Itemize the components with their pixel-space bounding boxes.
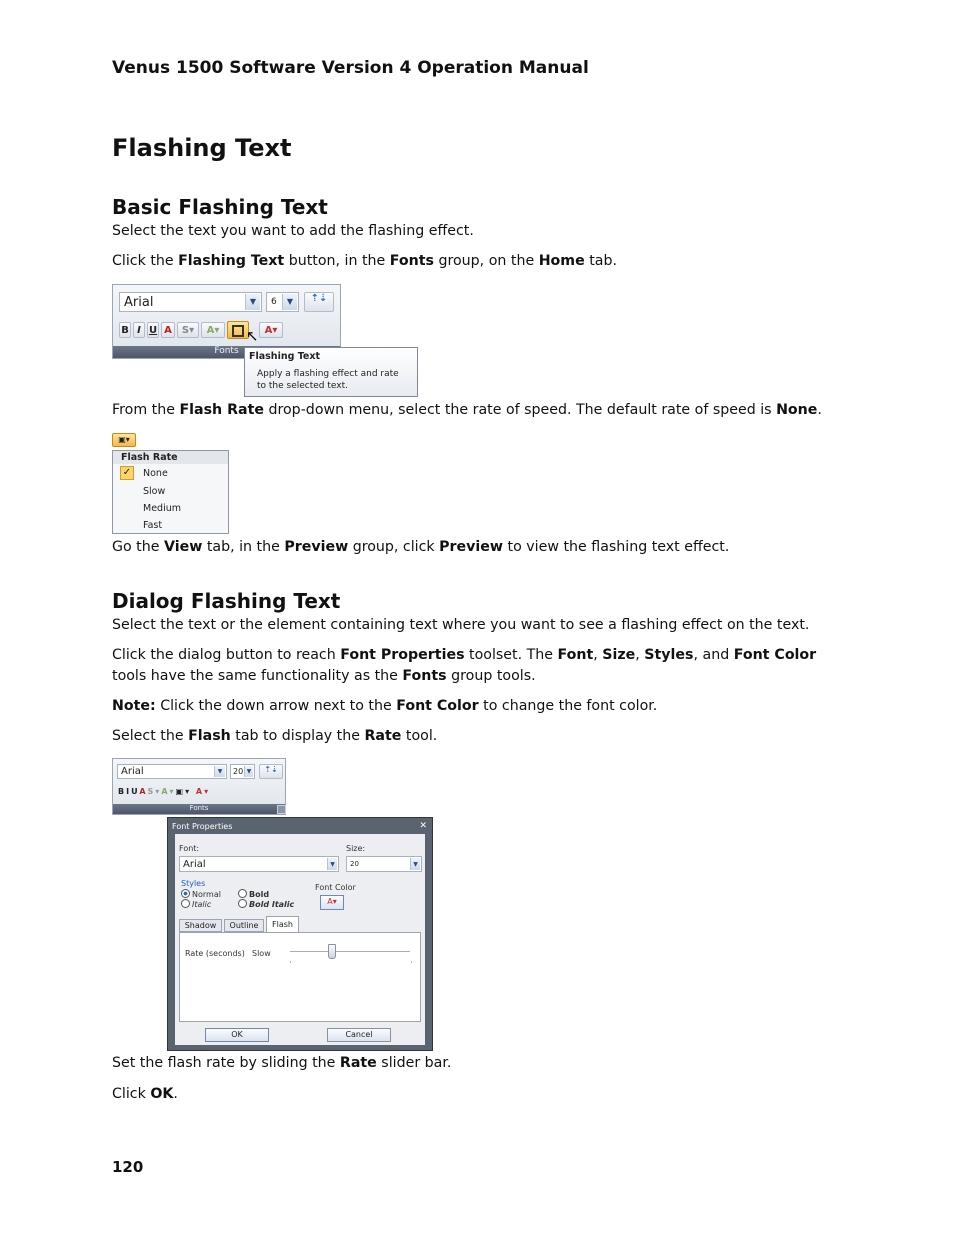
style-bold-italic-radio[interactable]: Bold Italic: [238, 899, 294, 909]
rate-slider-ticks: [290, 961, 412, 963]
basic-paragraph-1: Select the text you want to add the flashing effect.: [112, 223, 474, 239]
strikethrough-button[interactable]: S▾: [177, 322, 199, 338]
flash-tab-panel: [179, 932, 421, 1022]
tab-shadow[interactable]: Shadow: [179, 919, 222, 932]
rate-slider-thumb[interactable]: [328, 944, 336, 959]
style-italic-radio[interactable]: Italic: [181, 899, 211, 909]
dialog-paragraph-2: Click the dialog button to reach Font Properties toolset. The Font, Size, Styles, and Font Color tools have the same functionality as the Fonts group tools.: [112, 647, 817, 684]
menu-item-medium[interactable]: Medium: [143, 503, 181, 514]
flashing-text-tooltip: [244, 347, 418, 397]
tab-outline[interactable]: Outline: [224, 919, 264, 932]
font-name-combo[interactable]: [117, 764, 227, 779]
flash-rate-menu-title: Flash Rate: [113, 451, 228, 464]
styles-label: Styles: [181, 879, 206, 888]
dialog-paragraph-4: Set the flash rate by sliding the Rate slider bar.: [112, 1055, 452, 1071]
font-size-combo[interactable]: [266, 292, 299, 312]
size-label: Size:: [346, 844, 366, 853]
font-color-button[interactable]: A▾: [320, 895, 344, 910]
fonts-group-label: Fonts: [113, 804, 285, 814]
page-title: Flashing Text: [112, 134, 292, 162]
rate-value: Slow: [252, 949, 271, 958]
basic-paragraph-4: Go the View tab, in the Preview group, click Preview to view the flashing text effect.: [112, 539, 730, 555]
basic-paragraph-2: Click the Flashing Text button, in the Fonts group, on the Home tab.: [112, 253, 618, 269]
menu-item-none[interactable]: None: [143, 468, 168, 479]
ok-button[interactable]: OK: [205, 1028, 269, 1042]
font-label: Font:: [179, 844, 200, 853]
style-normal-radio[interactable]: Normal: [181, 889, 221, 899]
tooltip-body: Apply a flashing effect and rate to the selected text.: [257, 369, 399, 391]
chevron-down-icon[interactable]: ▼: [327, 858, 337, 870]
dialog-font-combo[interactable]: [179, 856, 339, 872]
dialog-paragraph-3: Select the Flash tab to display the Rate tool.: [112, 728, 438, 744]
font-properties-screenshot: [112, 758, 433, 1051]
rate-label: Rate (seconds): [185, 949, 245, 958]
font-size-value: 6: [271, 297, 277, 307]
dialog-paragraph-5: Click OK.: [112, 1086, 178, 1102]
chevron-down-icon[interactable]: ▼: [214, 766, 225, 777]
chevron-down-icon[interactable]: ▼: [244, 766, 253, 777]
underline-button[interactable]: U: [147, 322, 159, 338]
cursor-arrow-icon: ↖: [246, 327, 259, 345]
tab-flash[interactable]: Flash: [266, 916, 299, 933]
note-paragraph: Note: Click the down arrow next to the Font Color to change the font color.: [112, 698, 658, 714]
dialog-body: [175, 834, 425, 1045]
highlight-button[interactable]: A▾: [201, 322, 225, 338]
dialog-size-value: 20: [350, 860, 359, 868]
flash-rate-menu: [112, 450, 229, 534]
font-name-value: Arial: [121, 766, 144, 777]
format-buttons-row[interactable]: BIUAS▾A▾▣▾ A▾: [118, 787, 211, 796]
font-name-value: Arial: [124, 295, 154, 310]
font-size-combo[interactable]: [230, 764, 255, 779]
running-header: Venus 1500 Software Version 4 Operation Manual: [112, 58, 589, 78]
effects-icon[interactable]: A: [161, 322, 175, 338]
style-bold-radio[interactable]: Bold: [238, 889, 269, 899]
italic-button[interactable]: I: [133, 322, 145, 338]
checkmark-icon: ✓: [120, 466, 134, 480]
chevron-down-icon[interactable]: ▼: [245, 294, 260, 310]
font-properties-dialog: [167, 817, 433, 1051]
menu-item-slow[interactable]: Slow: [143, 486, 166, 497]
section-heading-basic: Basic Flashing Text: [112, 195, 328, 219]
font-color-label: Font Color: [315, 883, 356, 892]
grow-shrink-font-button[interactable]: ⇡⇣: [259, 764, 283, 779]
fonts-group-screenshot: [112, 284, 418, 398]
dialog-font-value: Arial: [183, 859, 206, 870]
dialog-title: Font Properties: [172, 822, 233, 831]
basic-paragraph-3: From the Flash Rate drop-down menu, select the rate of speed. The default rate of speed is None.: [112, 402, 822, 418]
grow-shrink-font-button[interactable]: ⇡⇣: [304, 292, 334, 312]
rate-slider-track[interactable]: [290, 951, 410, 952]
chevron-down-icon[interactable]: ▼: [282, 294, 297, 310]
menu-item-fast[interactable]: Fast: [143, 520, 163, 531]
tooltip-title: Flashing Text: [249, 351, 321, 362]
font-size-value: 20: [233, 767, 244, 776]
cancel-button[interactable]: Cancel: [327, 1028, 391, 1042]
dialog-launcher-icon[interactable]: [277, 805, 286, 814]
section-heading-dialog: Dialog Flashing Text: [112, 589, 341, 613]
bold-button[interactable]: B: [119, 322, 131, 338]
flash-icon: [232, 325, 244, 337]
page-number: 120: [112, 1158, 144, 1176]
dialog-size-combo[interactable]: [346, 856, 422, 872]
font-color-button[interactable]: A▾: [259, 322, 283, 338]
dialog-paragraph-1: Select the text or the element containing text where you want to see a flashing effect on the text.: [112, 617, 810, 633]
close-icon[interactable]: ✕: [419, 821, 427, 831]
chevron-down-icon[interactable]: ▼: [410, 858, 420, 870]
font-name-combo[interactable]: [119, 292, 262, 312]
flash-rate-menu-screenshot: [112, 433, 229, 534]
fonts-group-label: Fonts: [113, 346, 340, 358]
fonts-group-panel: [112, 758, 286, 815]
flashing-text-button[interactable]: ▣▾: [112, 433, 136, 447]
